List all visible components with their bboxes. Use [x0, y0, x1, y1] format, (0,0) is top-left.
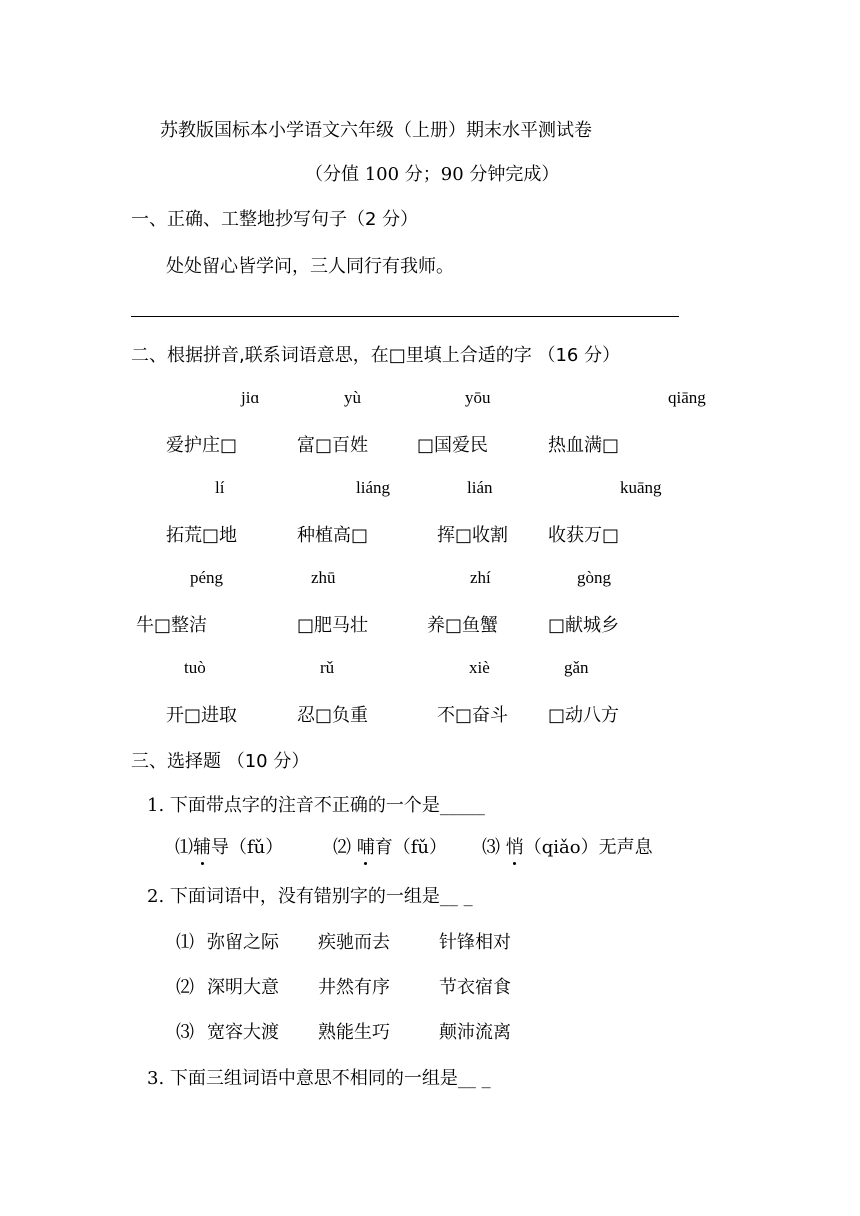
pinyin-label: gǎn — [564, 658, 589, 677]
option-word: 宽容大渡 — [207, 1022, 279, 1043]
option-word: 节衣宿食 — [439, 977, 511, 998]
option-text: （qiǎo）无声息 — [523, 837, 653, 858]
q1-option-2 — [333, 833, 447, 859]
fill-word: 忍□负重 — [297, 705, 369, 726]
fill-word: 热血满□ — [548, 435, 620, 456]
option-number: ⑶ — [176, 1022, 194, 1043]
page-subtitle: （分值 100 分；90 分钟完成） — [305, 164, 560, 185]
option-text: 导（fǔ） — [211, 837, 284, 858]
pinyin-label: rǔ — [320, 658, 335, 677]
question-1: 1. 下面带点字的注音不正确的一个是_____ — [147, 795, 485, 816]
fill-word: 拓荒□地 — [166, 525, 238, 546]
pinyin-label: zhí — [470, 568, 491, 587]
pinyin-label: xiè — [469, 658, 490, 677]
pinyin-label: liáng — [356, 478, 390, 497]
fill-word: □肥马壮 — [297, 615, 369, 636]
fill-word: 挥□收割 — [437, 525, 509, 546]
fill-word: 牛□整洁 — [136, 615, 208, 636]
pinyin-label: gòng — [577, 568, 611, 587]
option-number: ⑵ — [176, 977, 194, 998]
q1-option-1 — [175, 833, 283, 859]
dotted-char: 悄 — [505, 837, 524, 858]
option-word: 疾驰而去 — [318, 932, 390, 953]
q1-option-3 — [482, 833, 653, 859]
dotted-char: 辅 — [193, 837, 211, 858]
pinyin-label: jiɑ — [241, 388, 260, 407]
pinyin-label: kuāng — [620, 478, 662, 497]
pinyin-label: zhū — [311, 568, 336, 587]
question-2: 2. 下面词语中，没有错别字的一组是__ _ — [147, 886, 473, 907]
fill-word: 种植高□ — [297, 525, 369, 546]
pinyin-label: péng — [190, 568, 224, 587]
fill-word: 不□奋斗 — [437, 705, 509, 726]
fill-word: □献城乡 — [548, 615, 620, 636]
pinyin-label: yōu — [465, 388, 491, 407]
section3-heading: 三、选择题 （10 分） — [131, 751, 310, 772]
fill-word: 爱护庄□ — [166, 435, 238, 456]
pinyin-label: yù — [344, 388, 361, 407]
pinyin-label: lián — [467, 478, 493, 497]
option-text: 育（fǔ） — [374, 837, 447, 858]
option-word: 井然有序 — [318, 977, 390, 998]
option-word: 熟能生巧 — [318, 1022, 390, 1043]
option-word: 深明大意 — [207, 977, 279, 998]
option-number: ⑴ — [176, 932, 194, 953]
page-title: 苏教版国标本小学语文六年级（上册）期末水平测试卷 — [160, 120, 592, 141]
pinyin-label: tuò — [184, 658, 206, 677]
fill-word: 养□鱼蟹 — [427, 615, 499, 636]
option-word: 弥留之际 — [207, 932, 279, 953]
fill-word: 富□百姓 — [297, 435, 369, 456]
question-3: 3. 下面三组词语中意思不相同的一组是__ _ — [147, 1068, 491, 1089]
section1-heading: 一、正确、工整地抄写句子（2 分） — [131, 209, 419, 230]
option-number: ⑶ — [482, 837, 500, 858]
fill-word: □动八方 — [548, 705, 620, 726]
option-number: ⑵ — [333, 837, 351, 858]
section2-heading: 二、根据拼音,联系词语意思，在□里填上合适的字 （16 分） — [131, 345, 621, 366]
fill-word: 开□进取 — [166, 705, 238, 726]
fill-word: □国爱民 — [417, 435, 489, 456]
option-number: ⑴ — [175, 837, 193, 858]
pinyin-label: lí — [215, 478, 225, 497]
answer-line — [131, 316, 679, 317]
dotted-char: 哺 — [356, 837, 375, 858]
option-word: 针锋相对 — [439, 932, 511, 953]
option-word: 颠沛流离 — [439, 1022, 511, 1043]
pinyin-label: qiāng — [668, 388, 706, 407]
fill-word: 收获万□ — [548, 525, 620, 546]
section1-sentence: 处处留心皆学问，三人同行有我师。 — [166, 256, 454, 277]
